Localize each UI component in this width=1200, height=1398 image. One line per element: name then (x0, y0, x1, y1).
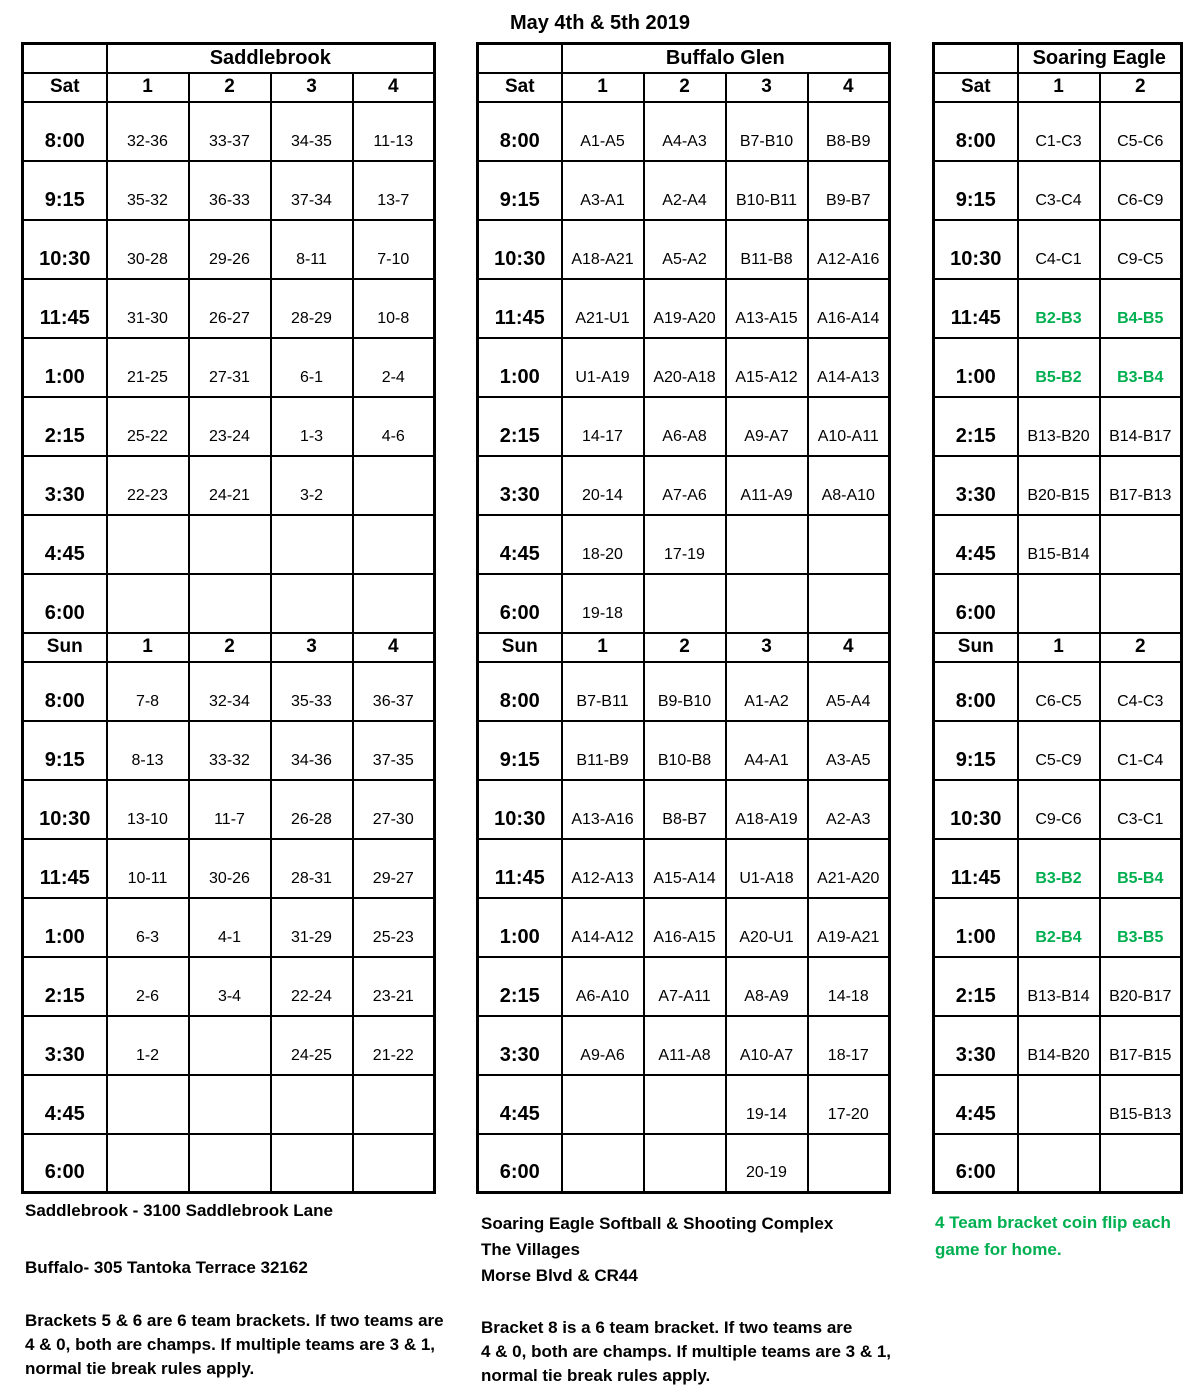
time-label: 11:45 (478, 279, 562, 338)
game-cell: 36-33 (189, 161, 271, 220)
game-cell: 21-25 (107, 338, 189, 397)
time-label: 10:30 (478, 220, 562, 279)
game-cell (107, 1134, 189, 1193)
game-cell (644, 574, 726, 633)
time-label: 9:15 (23, 721, 107, 780)
field-number: 1 (107, 633, 189, 662)
game-cell: 30-28 (107, 220, 189, 279)
venue-name: Saddlebrook (107, 44, 435, 73)
time-label: 6:00 (478, 1134, 562, 1193)
game-cell: A10-A11 (808, 397, 890, 456)
time-label: 11:45 (478, 839, 562, 898)
day-label: Sat (934, 73, 1018, 102)
game-cell (271, 1134, 353, 1193)
game-cell: A20-U1 (726, 898, 808, 957)
game-cell (562, 1075, 644, 1134)
time-label: 8:00 (478, 662, 562, 721)
game-cell: U1-A18 (726, 839, 808, 898)
game-cell: 29-27 (353, 839, 435, 898)
game-cell: A18-A19 (726, 780, 808, 839)
game-cell: B8-B7 (644, 780, 726, 839)
game-cell: A21-A20 (808, 839, 890, 898)
day-label: Sat (478, 73, 562, 102)
game-cell: C1-C3 (1018, 102, 1100, 161)
game-cell: 3-4 (189, 957, 271, 1016)
corner-cell (23, 44, 107, 73)
middle-bracket-note-line: normal tie break rules apply. (481, 1366, 711, 1385)
corner-cell (934, 44, 1018, 73)
game-cell: B11-B9 (562, 721, 644, 780)
time-label: 1:00 (478, 338, 562, 397)
game-cell: 13-7 (353, 161, 435, 220)
time-label: 6:00 (934, 574, 1018, 633)
game-cell: A2-A4 (644, 161, 726, 220)
game-cell (1018, 1134, 1100, 1193)
game-cell: 4-6 (353, 397, 435, 456)
game-cell: 14-17 (562, 397, 644, 456)
field-number: 2 (644, 73, 726, 102)
time-label: 2:15 (478, 397, 562, 456)
game-cell: C3-C1 (1100, 780, 1182, 839)
game-cell: C9-C5 (1100, 220, 1182, 279)
game-cell: A5-A2 (644, 220, 726, 279)
game-cell: C1-C4 (1100, 721, 1182, 780)
game-cell: A1-A5 (562, 102, 644, 161)
game-cell: B15-B14 (1018, 515, 1100, 574)
field-number: 2 (644, 633, 726, 662)
game-cell (644, 1134, 726, 1193)
game-cell: B3-B4 (1100, 338, 1182, 397)
game-cell: C4-C1 (1018, 220, 1100, 279)
game-cell: A12-A13 (562, 839, 644, 898)
game-cell (353, 456, 435, 515)
time-label: 1:00 (478, 898, 562, 957)
game-cell: 33-37 (189, 102, 271, 161)
time-label: 3:30 (478, 1016, 562, 1075)
game-cell (1100, 574, 1182, 633)
time-label: 10:30 (478, 780, 562, 839)
game-cell: B4-B5 (1100, 279, 1182, 338)
game-cell: A3-A1 (562, 161, 644, 220)
game-cell: A7-A6 (644, 456, 726, 515)
field-number: 1 (107, 73, 189, 102)
game-cell: 32-34 (189, 662, 271, 721)
game-cell (271, 515, 353, 574)
time-label: 6:00 (934, 1134, 1018, 1193)
game-cell: A12-A16 (808, 220, 890, 279)
game-cell: 22-23 (107, 456, 189, 515)
game-cell: 25-23 (353, 898, 435, 957)
game-cell: 25-22 (107, 397, 189, 456)
game-cell: 14-18 (808, 957, 890, 1016)
soaring-eagle-schedule-table (932, 42, 1183, 1194)
soaring-eagle-address-line: Morse Blvd & CR44 (481, 1266, 638, 1285)
game-cell (808, 1134, 890, 1193)
time-label: 8:00 (23, 662, 107, 721)
saddlebrook-schedule-table (21, 42, 436, 1194)
time-label: 3:30 (934, 1016, 1018, 1075)
game-cell (353, 574, 435, 633)
game-cell: B7-B11 (562, 662, 644, 721)
game-cell: C6-C5 (1018, 662, 1100, 721)
left-bracket-note-line: 4 & 0, both are champs. If multiple teams are 3 & 1, (25, 1335, 436, 1354)
game-cell (107, 515, 189, 574)
corner-cell (478, 44, 562, 73)
game-cell (1100, 1134, 1182, 1193)
game-cell: B3-B5 (1100, 898, 1182, 957)
game-cell: B10-B11 (726, 161, 808, 220)
field-number: 1 (1018, 73, 1100, 102)
field-number: 4 (353, 73, 435, 102)
game-cell: 2-4 (353, 338, 435, 397)
game-cell: B17-B15 (1100, 1016, 1182, 1075)
time-label: 9:15 (934, 721, 1018, 780)
time-label: 1:00 (934, 338, 1018, 397)
game-cell: B13-B20 (1018, 397, 1100, 456)
game-cell: 23-21 (353, 957, 435, 1016)
game-cell: 10-8 (353, 279, 435, 338)
day-label: Sun (478, 633, 562, 662)
game-cell (644, 1075, 726, 1134)
time-label: 11:45 (23, 839, 107, 898)
game-cell: A7-A11 (644, 957, 726, 1016)
middle-bracket-note-line: Bracket 8 is a 6 team bracket. If two teams are (481, 1318, 853, 1337)
game-cell: 37-35 (353, 721, 435, 780)
field-number: 4 (353, 633, 435, 662)
game-cell: A1-A2 (726, 662, 808, 721)
game-cell: A21-U1 (562, 279, 644, 338)
day-label: Sun (23, 633, 107, 662)
game-cell: A3-A5 (808, 721, 890, 780)
left-bracket-note-line: Brackets 5 & 6 are 6 team brackets. If two teams are (25, 1311, 444, 1330)
time-label: 4:45 (478, 515, 562, 574)
soaring-eagle-address (481, 1211, 833, 1289)
saddlebrook-address: Saddlebrook - 3100 Saddlebrook Lane (25, 1201, 333, 1220)
game-cell: A4-A1 (726, 721, 808, 780)
game-cell (808, 515, 890, 574)
game-cell: 19-18 (562, 574, 644, 633)
game-cell: A15-A14 (644, 839, 726, 898)
coin-flip-note-line: game for home. (935, 1240, 1062, 1259)
game-cell: A18-A21 (562, 220, 644, 279)
game-cell: 24-25 (271, 1016, 353, 1075)
soaring-eagle-address-line: Soaring Eagle Softball & Shooting Complex (481, 1214, 834, 1233)
game-cell (107, 1075, 189, 1134)
game-cell (271, 1075, 353, 1134)
field-number: 1 (562, 633, 644, 662)
field-number: 4 (808, 633, 890, 662)
game-cell (353, 1134, 435, 1193)
game-cell: B2-B3 (1018, 279, 1100, 338)
time-label: 1:00 (23, 338, 107, 397)
game-cell: 3-2 (271, 456, 353, 515)
coin-flip-note (935, 1209, 1171, 1263)
game-cell (1018, 574, 1100, 633)
game-cell: 22-24 (271, 957, 353, 1016)
game-cell: C9-C6 (1018, 780, 1100, 839)
game-cell: 8-13 (107, 721, 189, 780)
game-cell: B20-B17 (1100, 957, 1182, 1016)
game-cell (1018, 1075, 1100, 1134)
time-label: 10:30 (934, 220, 1018, 279)
game-cell: A13-A15 (726, 279, 808, 338)
game-cell: B3-B2 (1018, 839, 1100, 898)
game-cell: 13-10 (107, 780, 189, 839)
game-cell: 1-2 (107, 1016, 189, 1075)
time-label: 4:45 (934, 1075, 1018, 1134)
page-title: May 4th & 5th 2019 (509, 12, 691, 34)
game-cell: 11-7 (189, 780, 271, 839)
game-cell: 35-33 (271, 662, 353, 721)
game-cell (808, 574, 890, 633)
field-number: 1 (1018, 633, 1100, 662)
time-label: 8:00 (23, 102, 107, 161)
game-cell: 1-3 (271, 397, 353, 456)
game-cell: 21-22 (353, 1016, 435, 1075)
game-cell: 4-1 (189, 898, 271, 957)
game-cell: A19-A20 (644, 279, 726, 338)
time-label: 3:30 (23, 456, 107, 515)
game-cell: B2-B4 (1018, 898, 1100, 957)
time-label: 10:30 (23, 780, 107, 839)
game-cell: B5-B2 (1018, 338, 1100, 397)
time-label: 9:15 (478, 721, 562, 780)
game-cell (189, 1016, 271, 1075)
time-label: 2:15 (478, 957, 562, 1016)
game-cell: A10-A7 (726, 1016, 808, 1075)
game-cell: A6-A10 (562, 957, 644, 1016)
game-cell: A5-A4 (808, 662, 890, 721)
game-cell: B17-B13 (1100, 456, 1182, 515)
time-label: 4:45 (934, 515, 1018, 574)
time-label: 8:00 (478, 102, 562, 161)
game-cell: A4-A3 (644, 102, 726, 161)
game-cell: C4-C3 (1100, 662, 1182, 721)
time-label: 11:45 (934, 279, 1018, 338)
field-number: 2 (189, 73, 271, 102)
game-cell: A14-A12 (562, 898, 644, 957)
game-cell: C5-C6 (1100, 102, 1182, 161)
game-cell (189, 515, 271, 574)
game-cell: 7-10 (353, 220, 435, 279)
game-cell: 10-11 (107, 839, 189, 898)
field-number: 3 (726, 73, 808, 102)
game-cell: B14-B17 (1100, 397, 1182, 456)
game-cell: C5-C9 (1018, 721, 1100, 780)
game-cell: A11-A9 (726, 456, 808, 515)
game-cell: 11-13 (353, 102, 435, 161)
time-label: 8:00 (934, 102, 1018, 161)
day-label: Sat (23, 73, 107, 102)
game-cell: 18-20 (562, 515, 644, 574)
game-cell: B9-B10 (644, 662, 726, 721)
time-label: 6:00 (478, 574, 562, 633)
soaring-eagle-address-line: The Villages (481, 1240, 580, 1259)
game-cell (1100, 515, 1182, 574)
time-label: 10:30 (934, 780, 1018, 839)
game-cell: A11-A8 (644, 1016, 726, 1075)
field-number: 3 (726, 633, 808, 662)
game-cell: 19-14 (726, 1075, 808, 1134)
time-label: 2:15 (23, 957, 107, 1016)
game-cell: A9-A6 (562, 1016, 644, 1075)
game-cell: 30-26 (189, 839, 271, 898)
field-number: 1 (562, 73, 644, 102)
middle-bracket-note (481, 1316, 891, 1388)
venue-name: Soaring Eagle (1018, 44, 1182, 73)
game-cell: 34-36 (271, 721, 353, 780)
time-label: 3:30 (934, 456, 1018, 515)
game-cell: 26-27 (189, 279, 271, 338)
game-cell (107, 574, 189, 633)
time-label: 4:45 (23, 1075, 107, 1134)
game-cell (189, 1134, 271, 1193)
game-cell (726, 515, 808, 574)
game-cell: 31-30 (107, 279, 189, 338)
field-number: 3 (271, 73, 353, 102)
game-cell: 17-19 (644, 515, 726, 574)
time-label: 1:00 (934, 898, 1018, 957)
game-cell: 29-26 (189, 220, 271, 279)
game-cell: 27-31 (189, 338, 271, 397)
game-cell: 7-8 (107, 662, 189, 721)
game-cell: 35-32 (107, 161, 189, 220)
game-cell (353, 1075, 435, 1134)
game-cell: 32-36 (107, 102, 189, 161)
field-number: 3 (271, 633, 353, 662)
game-cell: 28-31 (271, 839, 353, 898)
time-label: 4:45 (23, 515, 107, 574)
buffalo-glen-schedule-table (476, 42, 891, 1194)
time-label: 8:00 (934, 662, 1018, 721)
buffalo-address: Buffalo- 305 Tantoka Terrace 32162 (25, 1258, 308, 1277)
game-cell: 37-34 (271, 161, 353, 220)
game-cell: U1-A19 (562, 338, 644, 397)
game-cell: 20-14 (562, 456, 644, 515)
game-cell: 31-29 (271, 898, 353, 957)
game-cell: A16-A15 (644, 898, 726, 957)
venue-name: Buffalo Glen (562, 44, 890, 73)
time-label: 11:45 (934, 839, 1018, 898)
game-cell: 18-17 (808, 1016, 890, 1075)
game-cell: A19-A21 (808, 898, 890, 957)
time-label: 2:15 (934, 397, 1018, 456)
game-cell: C3-C4 (1018, 161, 1100, 220)
game-cell: B5-B4 (1100, 839, 1182, 898)
time-label: 9:15 (478, 161, 562, 220)
time-label: 4:45 (478, 1075, 562, 1134)
game-cell: C6-C9 (1100, 161, 1182, 220)
field-number: 2 (189, 633, 271, 662)
game-cell: B20-B15 (1018, 456, 1100, 515)
game-cell: A8-A9 (726, 957, 808, 1016)
game-cell: 36-37 (353, 662, 435, 721)
game-cell (726, 574, 808, 633)
left-bracket-note-line: normal tie break rules apply. (25, 1359, 255, 1378)
time-label: 2:15 (934, 957, 1018, 1016)
game-cell (562, 1134, 644, 1193)
game-cell: 2-6 (107, 957, 189, 1016)
time-label: 6:00 (23, 1134, 107, 1193)
game-cell: B11-B8 (726, 220, 808, 279)
game-cell: 17-20 (808, 1075, 890, 1134)
game-cell: A20-A18 (644, 338, 726, 397)
game-cell: 6-1 (271, 338, 353, 397)
game-cell: A14-A13 (808, 338, 890, 397)
game-cell (271, 574, 353, 633)
time-label: 3:30 (478, 456, 562, 515)
game-cell: 20-19 (726, 1134, 808, 1193)
time-label: 11:45 (23, 279, 107, 338)
middle-bracket-note-line: 4 & 0, both are champs. If multiple teams are 3 & 1, (481, 1342, 892, 1361)
time-label: 9:15 (23, 161, 107, 220)
game-cell: 27-30 (353, 780, 435, 839)
time-label: 9:15 (934, 161, 1018, 220)
game-cell: 24-21 (189, 456, 271, 515)
field-number: 4 (808, 73, 890, 102)
time-label: 3:30 (23, 1016, 107, 1075)
field-number: 2 (1100, 633, 1182, 662)
game-cell: 34-35 (271, 102, 353, 161)
time-label: 1:00 (23, 898, 107, 957)
day-label: Sun (934, 633, 1018, 662)
game-cell (189, 574, 271, 633)
game-cell: 33-32 (189, 721, 271, 780)
time-label: 10:30 (23, 220, 107, 279)
game-cell: 26-28 (271, 780, 353, 839)
game-cell: A15-A12 (726, 338, 808, 397)
game-cell: B13-B14 (1018, 957, 1100, 1016)
game-cell: A8-A10 (808, 456, 890, 515)
game-cell: 6-3 (107, 898, 189, 957)
coin-flip-note-line: 4 Team bracket coin flip each (935, 1213, 1171, 1232)
game-cell: B7-B10 (726, 102, 808, 161)
game-cell: A13-A16 (562, 780, 644, 839)
game-cell (189, 1075, 271, 1134)
game-cell: B14-B20 (1018, 1016, 1100, 1075)
game-cell: A6-A8 (644, 397, 726, 456)
game-cell: A2-A3 (808, 780, 890, 839)
game-cell (353, 515, 435, 574)
game-cell: 8-11 (271, 220, 353, 279)
game-cell: 28-29 (271, 279, 353, 338)
time-label: 6:00 (23, 574, 107, 633)
game-cell: B8-B9 (808, 102, 890, 161)
game-cell: B9-B7 (808, 161, 890, 220)
game-cell: B10-B8 (644, 721, 726, 780)
field-number: 2 (1100, 73, 1182, 102)
game-cell: 23-24 (189, 397, 271, 456)
left-bracket-note (25, 1309, 444, 1381)
game-cell: A9-A7 (726, 397, 808, 456)
game-cell: B15-B13 (1100, 1075, 1182, 1134)
game-cell: A16-A14 (808, 279, 890, 338)
time-label: 2:15 (23, 397, 107, 456)
